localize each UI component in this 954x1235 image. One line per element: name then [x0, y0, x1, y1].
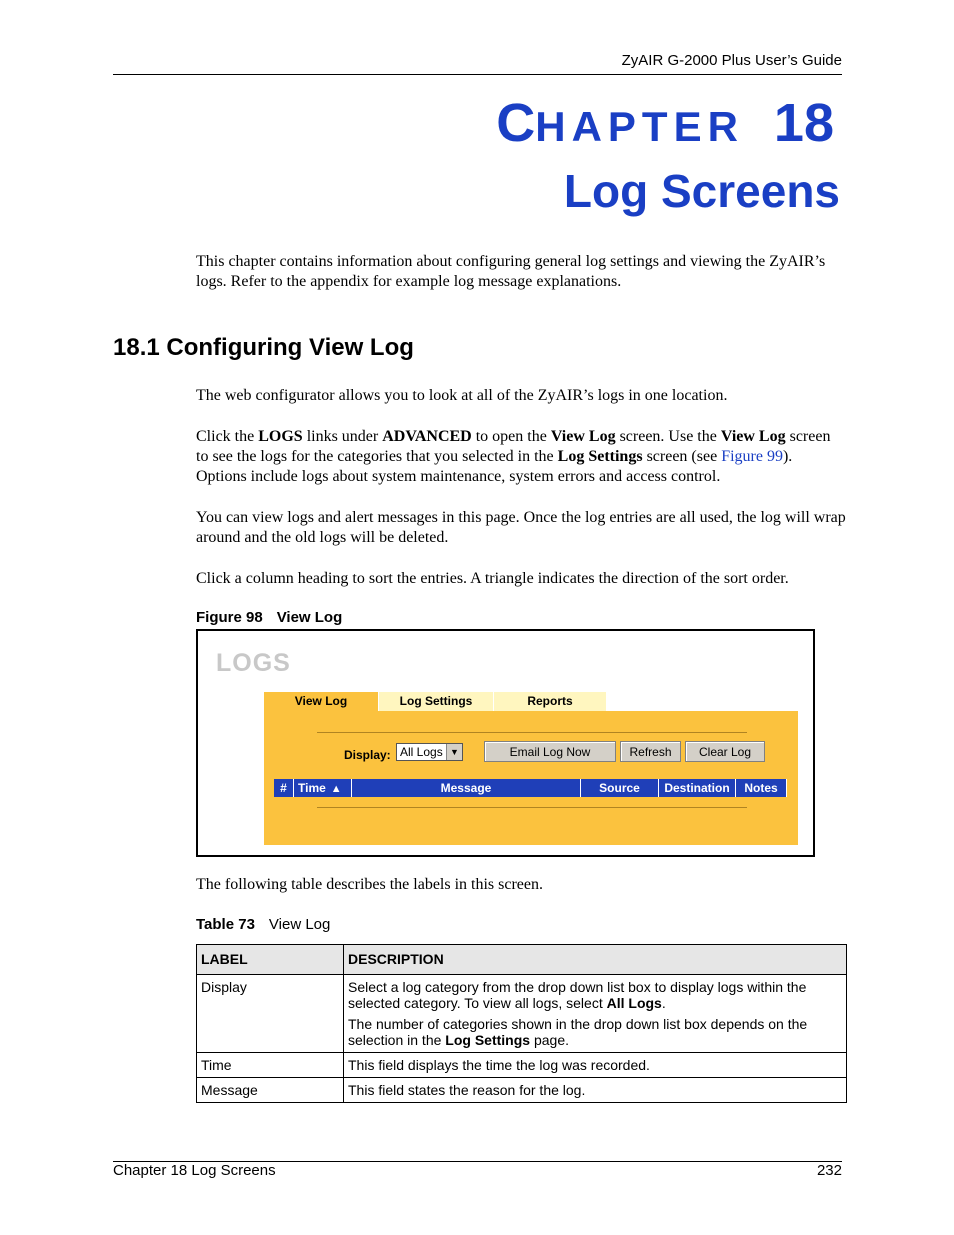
tab-log-settings[interactable]: Log Settings [379, 692, 494, 711]
figure-caption [196, 609, 342, 626]
bold-logs: LOGS [258, 428, 303, 445]
chapter-number: 18 [773, 93, 834, 153]
text-run: ). Options include logs about system maintenance, system errors and access control. [196, 448, 793, 485]
table-title: View Log [268, 916, 331, 933]
chapter-word-rest: HAPTER [535, 103, 744, 150]
column-header-destination[interactable]: Destination [659, 779, 736, 797]
row-label: Display [197, 975, 344, 1053]
chevron-down-icon: ▼ [446, 744, 462, 760]
text-run: screen to see the logs for the categories that you selected in the [196, 428, 831, 465]
text-run: The number of categories shown in the drop down list box depends on the selection in the [348, 1016, 808, 1048]
bold-all-logs: All Logs [606, 995, 662, 1011]
text-run: page. [530, 1032, 570, 1048]
tab-reports[interactable]: Reports [494, 692, 607, 711]
intro-paragraph: This chapter contains information about configuring general log settings and viewing the ZyAIR’s logs. Refer to the appendix for example log message explanations. [196, 253, 826, 290]
section-paragraph-4: Click a column heading to sort the entries. A triangle indicates the direction of the sort order. [196, 570, 789, 587]
row-label: Time [197, 1053, 344, 1078]
bold-log-settings: Log Settings [557, 448, 643, 465]
text-run: Select a log category from the drop down list box to display logs within the selected category. To view all logs, select [348, 979, 807, 1011]
figure-number: Figure 98 [196, 609, 263, 626]
description-paragraph [348, 979, 842, 1011]
bold-advanced: ADVANCED [382, 428, 472, 445]
table-caption [196, 916, 330, 933]
text-run: . [661, 995, 666, 1011]
chapter-label [496, 93, 834, 153]
logs-screen-title: LOGS [216, 649, 291, 677]
logs-panel [264, 711, 798, 845]
column-header-label: LABEL [197, 945, 344, 975]
divider [317, 807, 747, 808]
table-row [197, 975, 847, 1053]
following-table-text: The following table describes the labels in this screen. [196, 876, 544, 893]
section-heading: 18.1 Configuring View Log [113, 334, 414, 361]
bold-view-log: View Log [720, 428, 786, 445]
email-log-now-button[interactable]: Email Log Now [484, 741, 616, 762]
row-description: This field states the reason for the log. [344, 1078, 847, 1103]
footer-chapter: Chapter 18 Log Screens [113, 1162, 276, 1179]
bold-log-settings: Log Settings [445, 1032, 531, 1048]
label-description-table [196, 944, 847, 1103]
description-paragraph [348, 1016, 842, 1048]
row-description [344, 975, 847, 1053]
text-run: to open the [471, 428, 551, 445]
table-row [197, 1078, 847, 1103]
sort-triangle-icon: ▲ [330, 783, 342, 795]
chapter-title: Log Screens [563, 165, 840, 217]
column-header-notes[interactable]: Notes [736, 779, 787, 797]
table-header-row [197, 945, 847, 975]
column-header-number[interactable]: # [274, 779, 294, 797]
display-select[interactable] [396, 743, 463, 761]
row-description: This field displays the time the log was recorded. [344, 1053, 847, 1078]
clear-log-button[interactable]: Clear Log [685, 741, 765, 762]
section-paragraph-2 [196, 427, 846, 487]
section-paragraph-3: You can view logs and alert messages in this page. Once the log entries are all used, the log will wrap around and the old logs will be deleted. [196, 509, 846, 546]
column-header-time-label: Time [298, 781, 326, 795]
figure-title: View Log [276, 609, 343, 626]
table-number: Table 73 [196, 916, 255, 933]
divider [317, 732, 747, 733]
text-run: links under [302, 428, 383, 445]
tab-view-log[interactable]: View Log [264, 692, 379, 711]
figure-99-link[interactable]: Figure 99 [721, 448, 783, 465]
section-paragraph-1: The web configurator allows you to look at all of the ZyAIR’s logs in one location. [196, 387, 728, 404]
refresh-button[interactable]: Refresh [620, 741, 681, 762]
text-run: screen (see [642, 448, 722, 465]
view-log-figure [196, 629, 815, 857]
column-header-message[interactable]: Message [352, 779, 581, 797]
bold-view-log: View Log [550, 428, 616, 445]
text-run: screen. Use the [615, 428, 721, 445]
row-label: Message [197, 1078, 344, 1103]
column-header-source[interactable]: Source [581, 779, 659, 797]
column-header-time[interactable] [294, 779, 352, 797]
page-number: 232 [816, 1162, 842, 1179]
display-label: Display: [344, 748, 391, 762]
running-header: ZyAIR G-2000 Plus User’s Guide [621, 52, 842, 69]
header-rule [113, 74, 842, 75]
display-select-value: All Logs [400, 745, 443, 759]
table-row [197, 1053, 847, 1078]
column-header-description: DESCRIPTION [344, 945, 847, 975]
chapter-first-letter: C [496, 93, 536, 153]
text-run: Click the [196, 428, 259, 445]
